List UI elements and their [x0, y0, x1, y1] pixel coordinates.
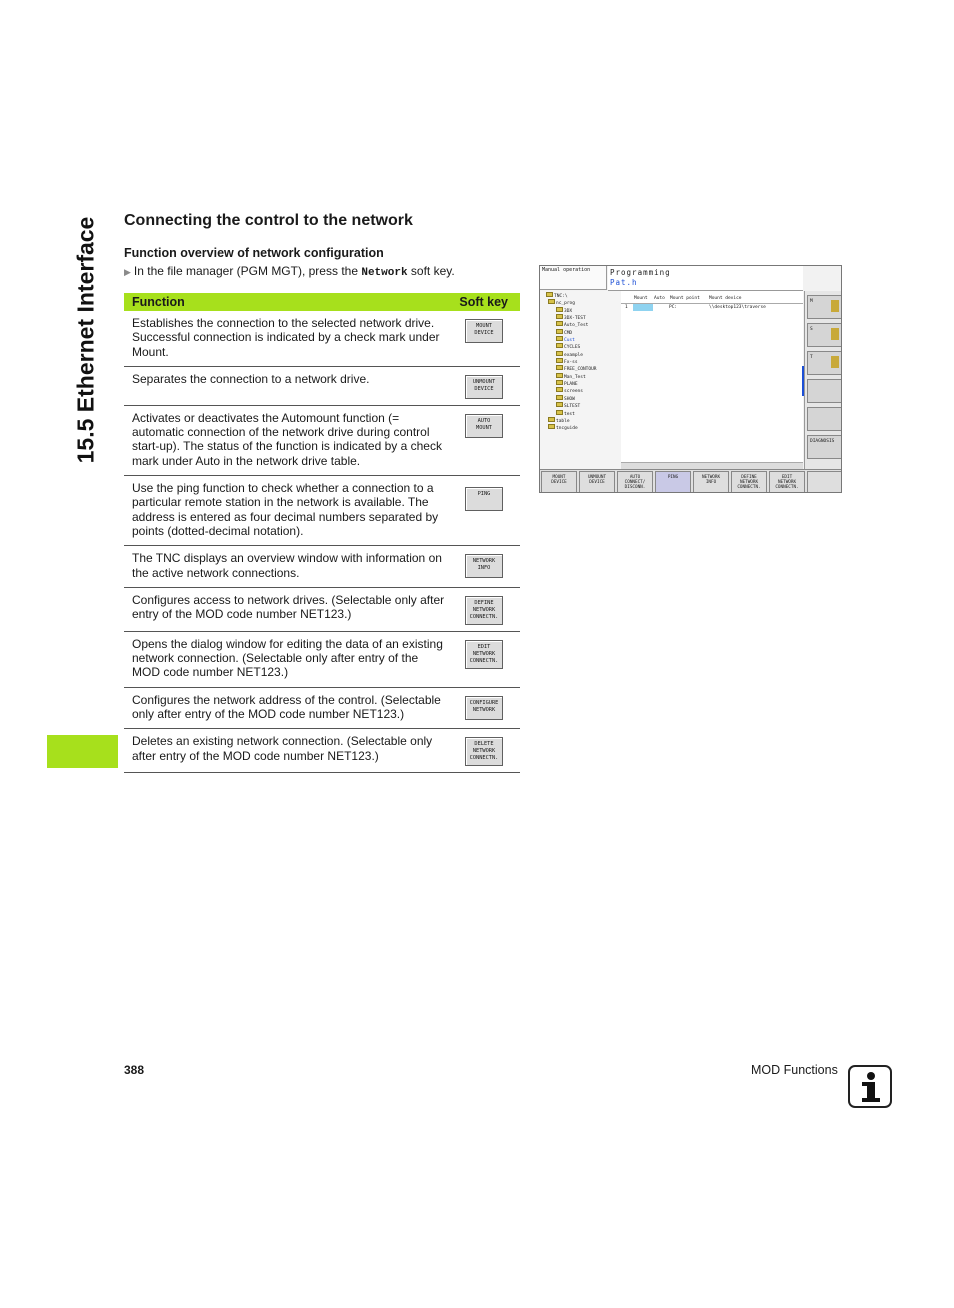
softkey-cell: [448, 687, 520, 729]
folder-icon: [548, 417, 555, 422]
softkey-button[interactable]: NETWORK INFO: [465, 554, 503, 578]
tree-item[interactable]: Auto_Test: [540, 321, 621, 328]
folder-icon: [556, 387, 563, 392]
side-softkey[interactable]: S: [807, 323, 842, 347]
tree-item[interactable]: TNC:\: [540, 292, 621, 299]
folder-icon: [556, 380, 563, 385]
network-key-label: Network: [361, 267, 408, 279]
folder-icon: [556, 365, 563, 370]
tree-item[interactable]: 3DX: [540, 307, 621, 314]
horizontal-scrollbar[interactable]: [621, 462, 803, 469]
bottom-softkey[interactable]: NETWORK INFO: [693, 471, 729, 493]
folder-icon: [556, 395, 563, 400]
column-function-header: Function: [124, 293, 448, 311]
tool-symbol-icon: [831, 356, 839, 368]
function-description: Configures the network address of the control. (Selectable only after entry of the MOD code number NET123.): [124, 687, 448, 729]
side-softkey[interactable]: [807, 407, 842, 431]
softkey-cell: [448, 476, 520, 546]
softkey-button[interactable]: EDIT NETWORK CONNECTN.: [465, 640, 503, 669]
tree-item[interactable]: nc_prog: [540, 299, 621, 306]
directory-tree[interactable]: [540, 291, 622, 470]
section-heading: Connecting the control to the network: [124, 212, 413, 229]
folder-icon: [546, 292, 553, 297]
softkey-button[interactable]: AUTO MOUNT: [465, 414, 503, 438]
chapter-name: MOD Functions: [751, 1063, 838, 1077]
bottom-softkey[interactable]: MOUNT DEVICE: [541, 471, 577, 493]
network-drive-table[interactable]: [621, 291, 803, 469]
horizontal-softkey-bar: [540, 469, 842, 493]
bottom-softkey[interactable]: DEFINE NETWORK CONNECTN.: [731, 471, 767, 493]
softkey-cell: [448, 405, 520, 475]
operating-mode-label: Manual operation: [540, 266, 607, 290]
folder-icon: [556, 410, 563, 415]
folder-icon: [556, 336, 563, 341]
tree-item[interactable]: Man_Test: [540, 373, 621, 380]
folder-icon: [556, 321, 563, 326]
softkey-button[interactable]: CONFIGURE NETWORK: [465, 696, 503, 720]
chapter-tab-marker: [47, 735, 118, 768]
bottom-softkey[interactable]: AUTO CONNECT/ DISCONN.: [617, 471, 653, 493]
tree-item[interactable]: table: [540, 417, 621, 424]
softkey-cell: [448, 729, 520, 773]
softkey-cell: [448, 587, 520, 631]
tree-item[interactable]: 3DX-TEST: [540, 314, 621, 321]
bottom-softkey[interactable]: UNMOUNT DEVICE: [579, 471, 615, 493]
tool-symbol-icon: [831, 300, 839, 312]
function-description: Deletes an existing network connection. (Selectable only after entry of the MOD code number NET123.): [124, 729, 448, 773]
folder-icon: [556, 343, 563, 348]
table-row: [124, 476, 520, 546]
folder-icon: [556, 358, 563, 363]
column-softkey-header: Soft key: [448, 293, 520, 311]
tree-item[interactable]: tncguide: [540, 424, 621, 431]
table-row: [124, 587, 520, 631]
softkey-cell: [448, 631, 520, 687]
tree-item[interactable]: SHOW: [540, 395, 621, 402]
folder-icon: [556, 314, 563, 319]
tree-item[interactable]: screens: [540, 387, 621, 394]
softkey-cell: [448, 311, 520, 366]
folder-icon: [556, 329, 563, 334]
table-row: [124, 631, 520, 687]
softkey-cell: [448, 366, 520, 405]
table-row: [124, 687, 520, 729]
vertical-softkey-bar: [804, 291, 842, 469]
tree-item[interactable]: test: [540, 410, 621, 417]
tree-item[interactable]: PLANE: [540, 380, 621, 387]
tree-item[interactable]: Fx-ss: [540, 358, 621, 365]
function-description: Use the ping function to check whether a connection to a particular remote station in the network is available. The address is entered as four decimal numbers separated by points (dotted-decimal notation).: [124, 476, 448, 546]
info-icon: [848, 1065, 892, 1108]
function-description: Opens the dialog window for editing the data of an existing network connection. (Selectable only after entry of the MOD code number NET123.): [124, 631, 448, 687]
folder-icon: [556, 307, 563, 312]
active-file-name: Pat.h: [610, 278, 638, 287]
folder-icon: [556, 373, 563, 378]
page-number: 388: [124, 1063, 145, 1077]
side-softkey[interactable]: T: [807, 351, 842, 375]
network-table-header: Mount Auto Mount point Mount device: [621, 294, 803, 304]
table-row: [124, 405, 520, 475]
folder-icon: [556, 351, 563, 356]
table-row: [124, 366, 520, 405]
table-row: [124, 311, 520, 366]
softkey-button[interactable]: DEFINE NETWORK CONNECTN.: [465, 596, 503, 625]
table-row[interactable]: 1 PC: \\desktop123\traverse: [625, 305, 766, 310]
folder-icon: [548, 299, 555, 304]
side-softkey[interactable]: DIAGNOSIS: [807, 435, 842, 459]
function-description: The TNC displays an overview window with information on the active network connections.: [124, 546, 448, 588]
function-table: [124, 293, 520, 773]
folder-icon: [548, 424, 555, 429]
function-description: Activates or deactivates the Automount function (= automatic connection of the network drive during control start-up). The status of the function is indicated by a check mark under Auto in the network drive table.: [124, 405, 448, 475]
chapter-side-title: 15.5 Ethernet Interface: [72, 216, 99, 464]
bottom-softkey[interactable]: PING: [655, 471, 691, 493]
programming-title: Programming: [610, 268, 671, 277]
side-softkey[interactable]: M: [807, 295, 842, 319]
tree-item[interactable]: FREE_CONTOUR: [540, 365, 621, 372]
softkey-button[interactable]: MOUNT DEVICE: [465, 319, 503, 343]
tree-item[interactable]: CMD: [540, 329, 621, 336]
subsection-heading: Function overview of network configuration: [124, 246, 384, 260]
function-description: Configures access to network drives. (Selectable only after entry of the MOD code number NET123.): [124, 587, 448, 631]
intro-instruction: ▶ In the file manager (PGM MGT), press the Network soft key.: [124, 264, 455, 279]
tool-symbol-icon: [831, 328, 839, 340]
tree-item[interactable]: CYCLES: [540, 343, 621, 350]
softkey-cell: [448, 546, 520, 588]
function-description: Establishes the connection to the selected network drive. Successful connection is indicated by a check mark under Mount.: [124, 311, 448, 366]
table-row: [124, 546, 520, 588]
softkey-button[interactable]: UNMOUNT DEVICE: [465, 375, 503, 399]
bullet-triangle-icon: ▶: [124, 267, 131, 277]
table-row: [124, 729, 520, 773]
tnc-screenshot: [539, 265, 842, 493]
side-softkey[interactable]: [807, 379, 842, 403]
bottom-softkey[interactable]: [807, 471, 842, 493]
softkey-button[interactable]: PING: [465, 487, 503, 511]
programming-header: [608, 266, 803, 291]
folder-icon: [556, 402, 563, 407]
function-description: Separates the connection to a network drive.: [124, 366, 448, 405]
tree-item[interactable]: example: [540, 351, 621, 358]
tree-item[interactable]: Cust: [540, 336, 621, 343]
softkey-button[interactable]: DELETE NETWORK CONNECTN.: [465, 737, 503, 766]
bottom-softkey[interactable]: EDIT NETWORK CONNECTN.: [769, 471, 805, 493]
tree-item[interactable]: SLTEST: [540, 402, 621, 409]
